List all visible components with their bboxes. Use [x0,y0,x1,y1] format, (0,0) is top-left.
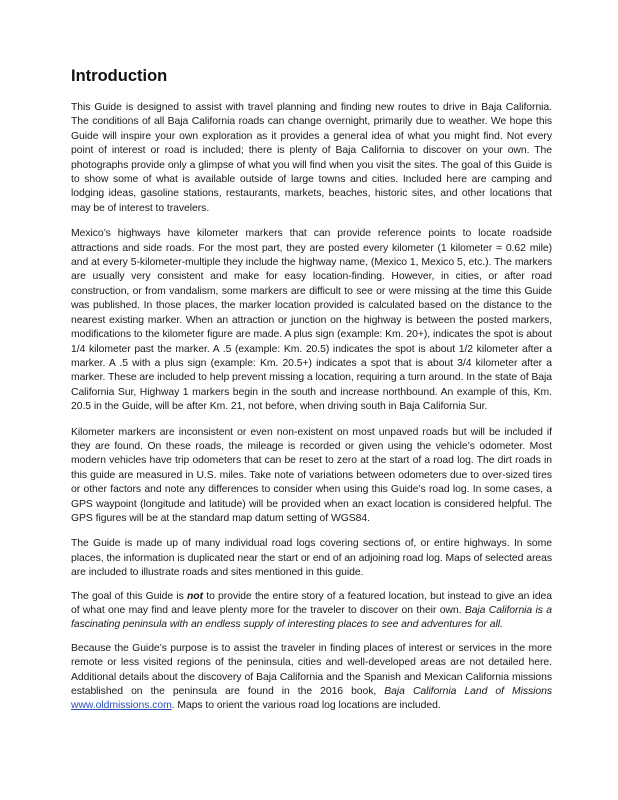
paragraph-3: Kilometer markers are inconsistent or even non-existent on most unpaved roads but will be included if they are found. On these roads, the mileage is recorded or given using the vehicle’s odometer. Most modern vehicles have trip odometers that can be reset to zero at the start of a road log. The dirt roads in this guide are measured in U.S. miles. Take note of variations between odometers due to over-sized tires or other factors and note any differences to consider when using this Guide’s road log. In some cases, a GPS waypoint (longitude and latitude) will be provided when an exact location is considered helpful. The GPS figures will be at the standard map datum setting of WGS84. [71,426,552,524]
paragraph-6 [71,642,552,714]
paragraph-6-text-b: . Maps to orient the various road log locations are included. [171,700,441,712]
paragraph-5-text-b: to provide the entire story of a featured location, but instead to give an idea of what one may find and leave plenty more for the traveler to discover on their own. [71,590,553,616]
book-title: Baja California Land of Missions [384,686,552,698]
paragraph-5-emphasis: not [186,590,203,602]
paragraph-5-italic: Baja California is a fascinating peninsula with an endless supply of interesting places to see and adventures for all. [71,605,553,631]
paragraph-5 [71,590,552,633]
paragraph-2: Mexico’s highways have kilometer markers that can provide reference points to locate roadside attractions and side roads. For the most part, they are posted every kilometer (1 kilometer = 0.62 mile) and at every 5-kilometer-multiple they include the highway name, (Mexico 1, Mexico 5, etc.). The markers are usually very consistent and make for easy location-finding. However, in cities, or after road construction, or from vandalism, some markers are difficult to see or were missing at the time this Guide was published. In those places, the marker location provided is calculated based on the distance to the nearest existing marker. When an attraction or junction on the highway is between the posted markers, modifications to the kilometer figure are made. A plus sign (example: Km. 20+), indicates the spot is about 1/4 kilometer past the marker. A .5 (example: Km. 20.5) indicates the spot is about 1/2 kilometer after a marker. A .5 with a plus sign (example: Km. 20.5+) indicates a spot that is about 3/4 kilometer after a marker. These are included to help prevent missing a location, requiring a turn around. In the state of Baja California Sur, Highway 1 markers begin in the south and increase northbound. An example of this, Km. 20.5 in the Guide, will be after Km. 21, not before, when driving south in Baja California Sur. [71,228,552,413]
paragraph-1: This Guide is designed to assist with travel planning and finding new routes to drive in Baja California. The conditions of all Baja California roads can change overnight, primarily due to weather. We hope this Guide will inspire your own exploration as it provides a general idea of what you might find. Not every point of interest or road is included; there is plenty of Baja California to discover on your own. The photographs provide only a glimpse of what you will find when you visit the sites. The goal of this Guide is to show some of what is available outside of large towns and cities. Included here are camping and lodging ideas, gasoline stations, restaurants, markets, beaches, historic sites, and other locations that may be of interest to travelers. [71,102,552,214]
paragraph-4: The Guide is made up of many individual road logs covering sections of, or entire highways. In some places, the information is duplicated near the start or end of an adjoining road log. Maps of selected areas are included to illustrate roads and sites mentioned in this guide. [71,538,552,579]
paragraph-6-text-a: Because the Guide’s purpose is to assist the traveler in finding places of interest or services in the more remote or less visited regions of the peninsula, cities and well-developed areas are not detailed here. Additional details about the discovery of Baja California and the Spanish and Mexican California missions established on the peninsula are found in the 2016 book, [71,642,552,698]
oldmissions-link[interactable]: www.oldmissions.com [71,700,172,712]
document-page [71,66,552,725]
paragraph-5-text-a: The goal of this Guide is [71,590,187,602]
page-title: Introduction [71,67,168,85]
